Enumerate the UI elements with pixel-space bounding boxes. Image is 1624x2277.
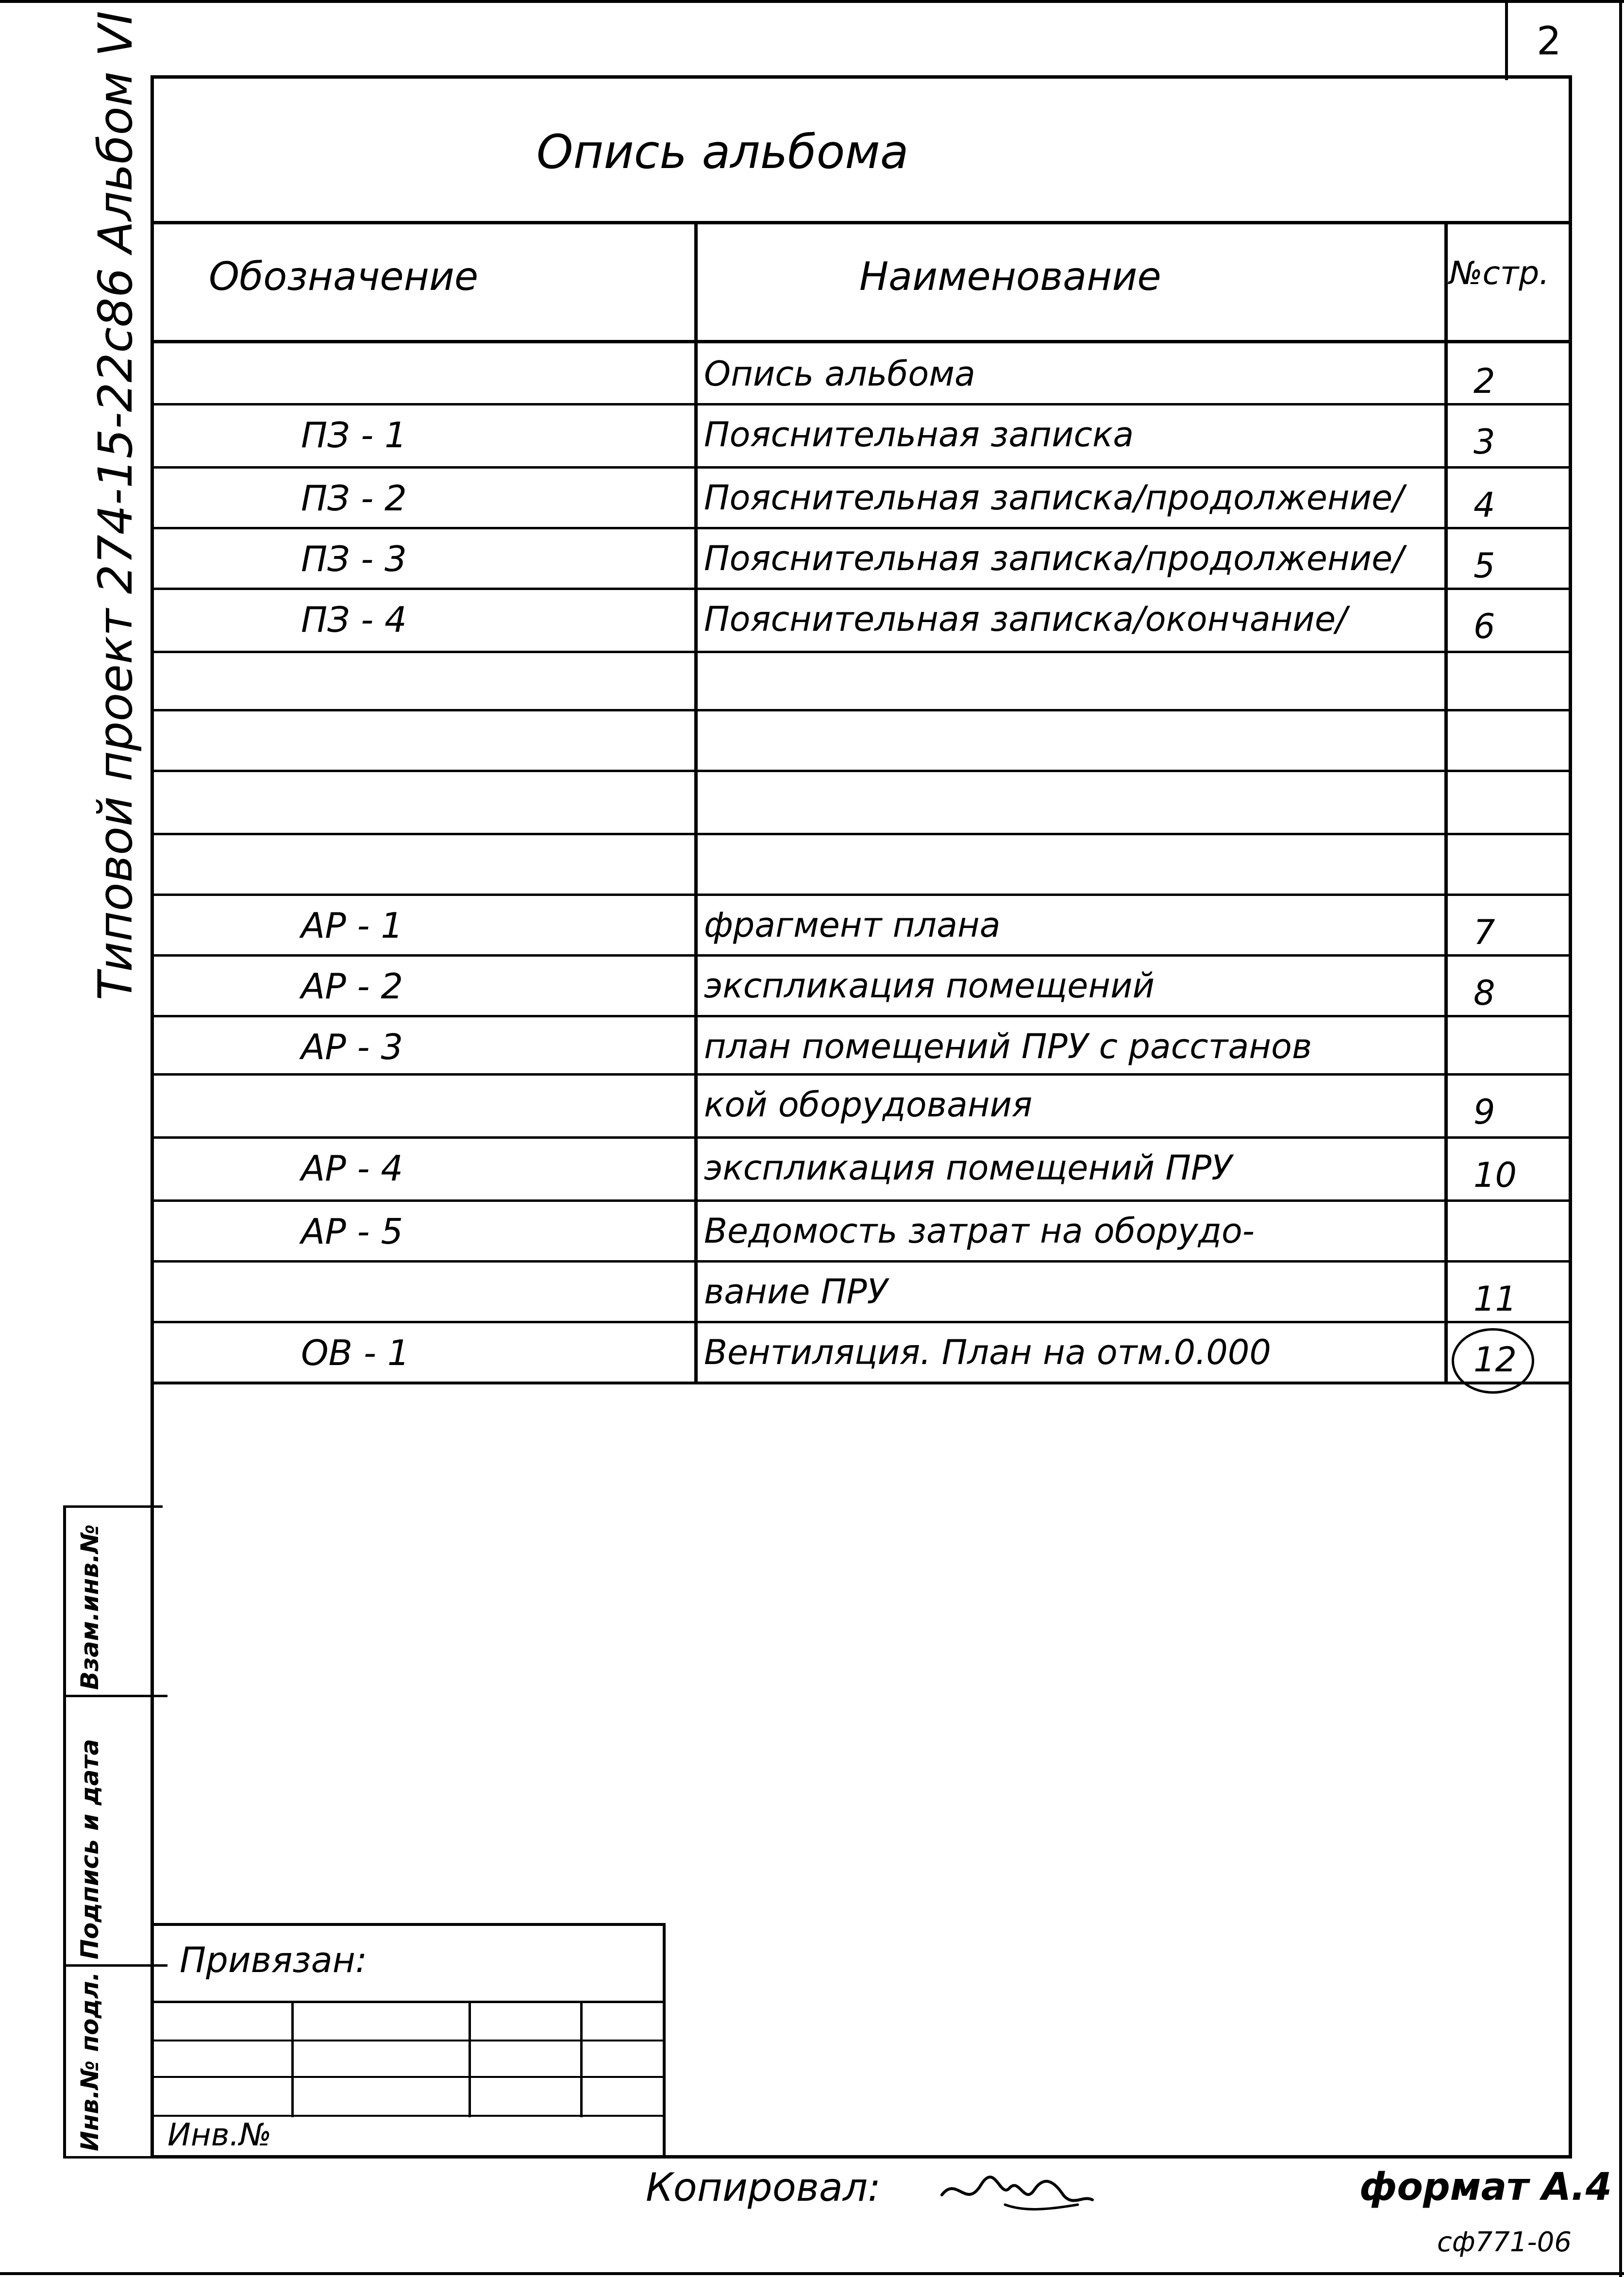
row-name: экспликация помещений ПРУ (704, 1148, 1232, 1188)
row-code: АР - 2 (301, 966, 403, 1007)
header-divider (151, 340, 1572, 343)
stamp-strip-bottom (63, 2156, 163, 2159)
stamp-podpis-data: Подпись и дата (76, 1738, 104, 1959)
page-title: Опись альбома (536, 125, 909, 179)
row-page: 7 (1473, 912, 1495, 952)
row-divider (151, 954, 1572, 957)
row-page: 12 (1473, 1340, 1517, 1380)
format-label: формат А.4 (1359, 2165, 1612, 2209)
sheet-code: сф771-06 (1437, 2226, 1572, 2258)
row-name: Пояснительная записка (704, 415, 1134, 455)
row-page: 6 (1473, 607, 1495, 646)
row-name: экспликация помещений (704, 966, 1155, 1006)
row-page: 8 (1473, 973, 1495, 1013)
row-divider (151, 651, 1572, 653)
sheet-border-bottom (0, 2272, 1624, 2275)
row-divider (151, 1015, 1572, 1017)
column-divider-2 (1444, 221, 1448, 1384)
sheet-border-top (0, 0, 1624, 3)
row-page: 9 (1473, 1092, 1495, 1132)
row-code: АР - 5 (301, 1211, 403, 1252)
row-divider (151, 894, 1572, 896)
stamp-strip-top (63, 1505, 163, 1508)
header-page: №стр. (1449, 254, 1550, 292)
row-code: ПЗ - 2 (301, 478, 407, 519)
sheet-number: 2 (1537, 18, 1561, 64)
row-name: фрагмент плана (704, 905, 1001, 945)
stamp-inv-podl: Инв.№ подл. (76, 1972, 104, 2151)
privyazan-grid-h2 (151, 2040, 665, 2041)
row-name: Пояснительная записка/окончание/ (704, 599, 1347, 639)
privyazan-label: Привязан: (180, 1940, 368, 1980)
header-designation: Обозначение (209, 254, 479, 299)
privyazan-top (151, 1923, 665, 1926)
privyazan-grid-v3 (580, 2001, 583, 2117)
row-divider (151, 833, 1572, 835)
row-name: кой оборудования (704, 1085, 1033, 1125)
row-divider (151, 588, 1572, 590)
row-code: АР - 4 (301, 1148, 403, 1189)
row-divider (151, 403, 1572, 405)
stamp-strip-div2 (63, 1964, 167, 1967)
row-divider (151, 770, 1572, 772)
privyazan-grid-h3 (151, 2076, 665, 2078)
side-title: Типовой проект 274-15-22с86 Альбом VI (88, 11, 143, 1000)
privyazan-grid-v2 (469, 2001, 471, 2117)
sheet-number-box-left (1505, 0, 1508, 80)
row-code: ОВ - 1 (301, 1332, 410, 1373)
stamp-strip-div1 (63, 1695, 167, 1697)
row-name: вание ПРУ (704, 1272, 888, 1312)
title-divider (151, 221, 1572, 224)
row-page: 11 (1473, 1279, 1517, 1319)
privyazan-grid-h1 (151, 2001, 665, 2003)
privyazan-grid-h4 (151, 2115, 665, 2117)
row-code: ПЗ - 3 (301, 539, 407, 579)
row-code: ПЗ - 4 (301, 599, 407, 640)
row-code: АР - 3 (301, 1027, 403, 1067)
row-name: Опись альбома (704, 354, 975, 394)
kopiroval-label: Копировал: (646, 2165, 881, 2210)
inv-no-label: Инв.№ (167, 2117, 272, 2153)
table-bottom-line (151, 1382, 1572, 1384)
stamp-strip-left (63, 1505, 66, 2159)
row-divider (151, 527, 1572, 529)
sheet-border-right (1619, 0, 1622, 2277)
copier-signature (937, 2166, 1097, 2219)
privyazan-grid-v1 (291, 2001, 294, 2117)
row-divider (151, 1260, 1572, 1263)
row-divider (151, 1136, 1572, 1139)
row-divider (151, 1199, 1572, 1202)
row-name: Вентиляция. План на отм.0.000 (704, 1332, 1271, 1372)
row-name: Ведомость затрат на оборудо- (704, 1211, 1255, 1251)
row-divider (151, 709, 1572, 711)
row-divider (151, 1073, 1572, 1076)
row-code: АР - 1 (301, 905, 403, 946)
stamp-vzam-inv: Взам.инв.№ (76, 1524, 104, 1690)
row-page: 2 (1473, 361, 1495, 401)
row-page: 4 (1473, 485, 1495, 525)
row-name: Пояснительная записка/продолжение/ (704, 478, 1404, 518)
row-divider (151, 466, 1572, 469)
row-page: 10 (1473, 1155, 1517, 1195)
row-name: план помещений ПРУ с расстанов (704, 1027, 1312, 1066)
column-divider-1 (694, 221, 698, 1384)
row-page: 5 (1473, 546, 1495, 586)
row-divider (151, 1321, 1572, 1323)
row-name: Пояснительная записка/продолжение/ (704, 539, 1404, 578)
row-code: ПЗ - 1 (301, 415, 407, 455)
row-page: 3 (1473, 422, 1495, 462)
header-name: Наименование (859, 254, 1161, 299)
